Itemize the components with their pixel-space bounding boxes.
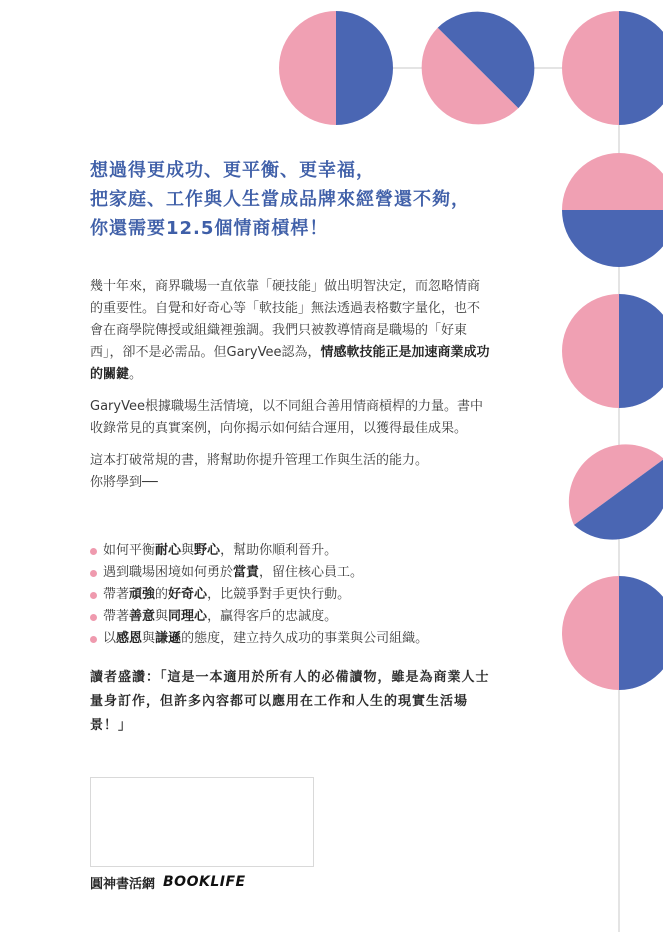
bullet-dot-icon [90,614,97,621]
publisher-logo [90,872,246,892]
publisher-name-english: BOOKLIFE [163,874,246,890]
list-item: 帶著善意與同理心，贏得客戶的忠誠度。 [90,606,510,628]
bullet-dot-icon [90,636,97,643]
benefit-list [90,540,510,650]
headline-line-1: 想過得更成功、更平衡、更幸福， [90,160,375,181]
circle-6 [569,444,663,539]
circle-3 [562,11,663,125]
bullet-dot-icon [90,570,97,577]
headline-line-3: 你還需要12.5個情商槓桿！ [90,218,329,239]
circle-5 [562,294,663,408]
reader-review-quote: 讀者盛讚：「這是一本適用於所有人的必備讀物，雖是為商業人士量身訂作，但許多內容都可以應用在工作和人生的現實生活場景！」 [90,670,490,733]
list-item: 以感恩與謙遜的態度，建立持久成功的事業與公司組織。 [90,628,510,650]
paragraph-2: GaryVee根據職場生活情境，以不同組合善用情商槓桿的力量。書中收錄常見的真實案例，向你揭示如何結合運用，以獲得最佳成果。 [90,399,483,436]
circle-7 [562,576,663,690]
bullet-dot-icon [90,548,97,555]
emphasis-text: 情感軟技能正是加速商業成功的關鍵 [90,345,490,382]
list-item: 帶著頑強的好奇心，比競爭對手更快行動。 [90,584,510,606]
headline [90,156,510,243]
barcode-placeholder [90,777,314,867]
paragraph-1: 幾十年來，商界職場一直依靠「硬技能」做出明智決定，而忽略情商的重要性。自覺和好奇心等「軟技能」無法透過表格數字量化，也不會在商學院傳授或組織裡強調。我們只被教導情商是職場的「好東西」，卻不是必需品。但GaryVee認為，情感軟技能正是加速商業成功的關鍵。 [90,279,490,382]
circle-1 [279,11,393,125]
body-text [90,276,490,504]
list-item: 遇到職場困境如何勇於當責，留住核心員工。 [90,562,510,584]
circle-2 [422,12,535,125]
bullet-dot-icon [90,592,97,599]
paragraph-3: 這本打破常規的書，將幫助你提升管理工作與生活的能力。 你將學到── [90,453,429,490]
list-item: 如何平衡耐心與野心，幫助你順利晉升。 [90,540,510,562]
publisher-name-chinese: 圓神書活網 [90,876,156,892]
headline-line-2: 把家庭、工作與人生當成品牌來經營還不夠， [90,189,470,210]
circle-4 [562,153,663,267]
